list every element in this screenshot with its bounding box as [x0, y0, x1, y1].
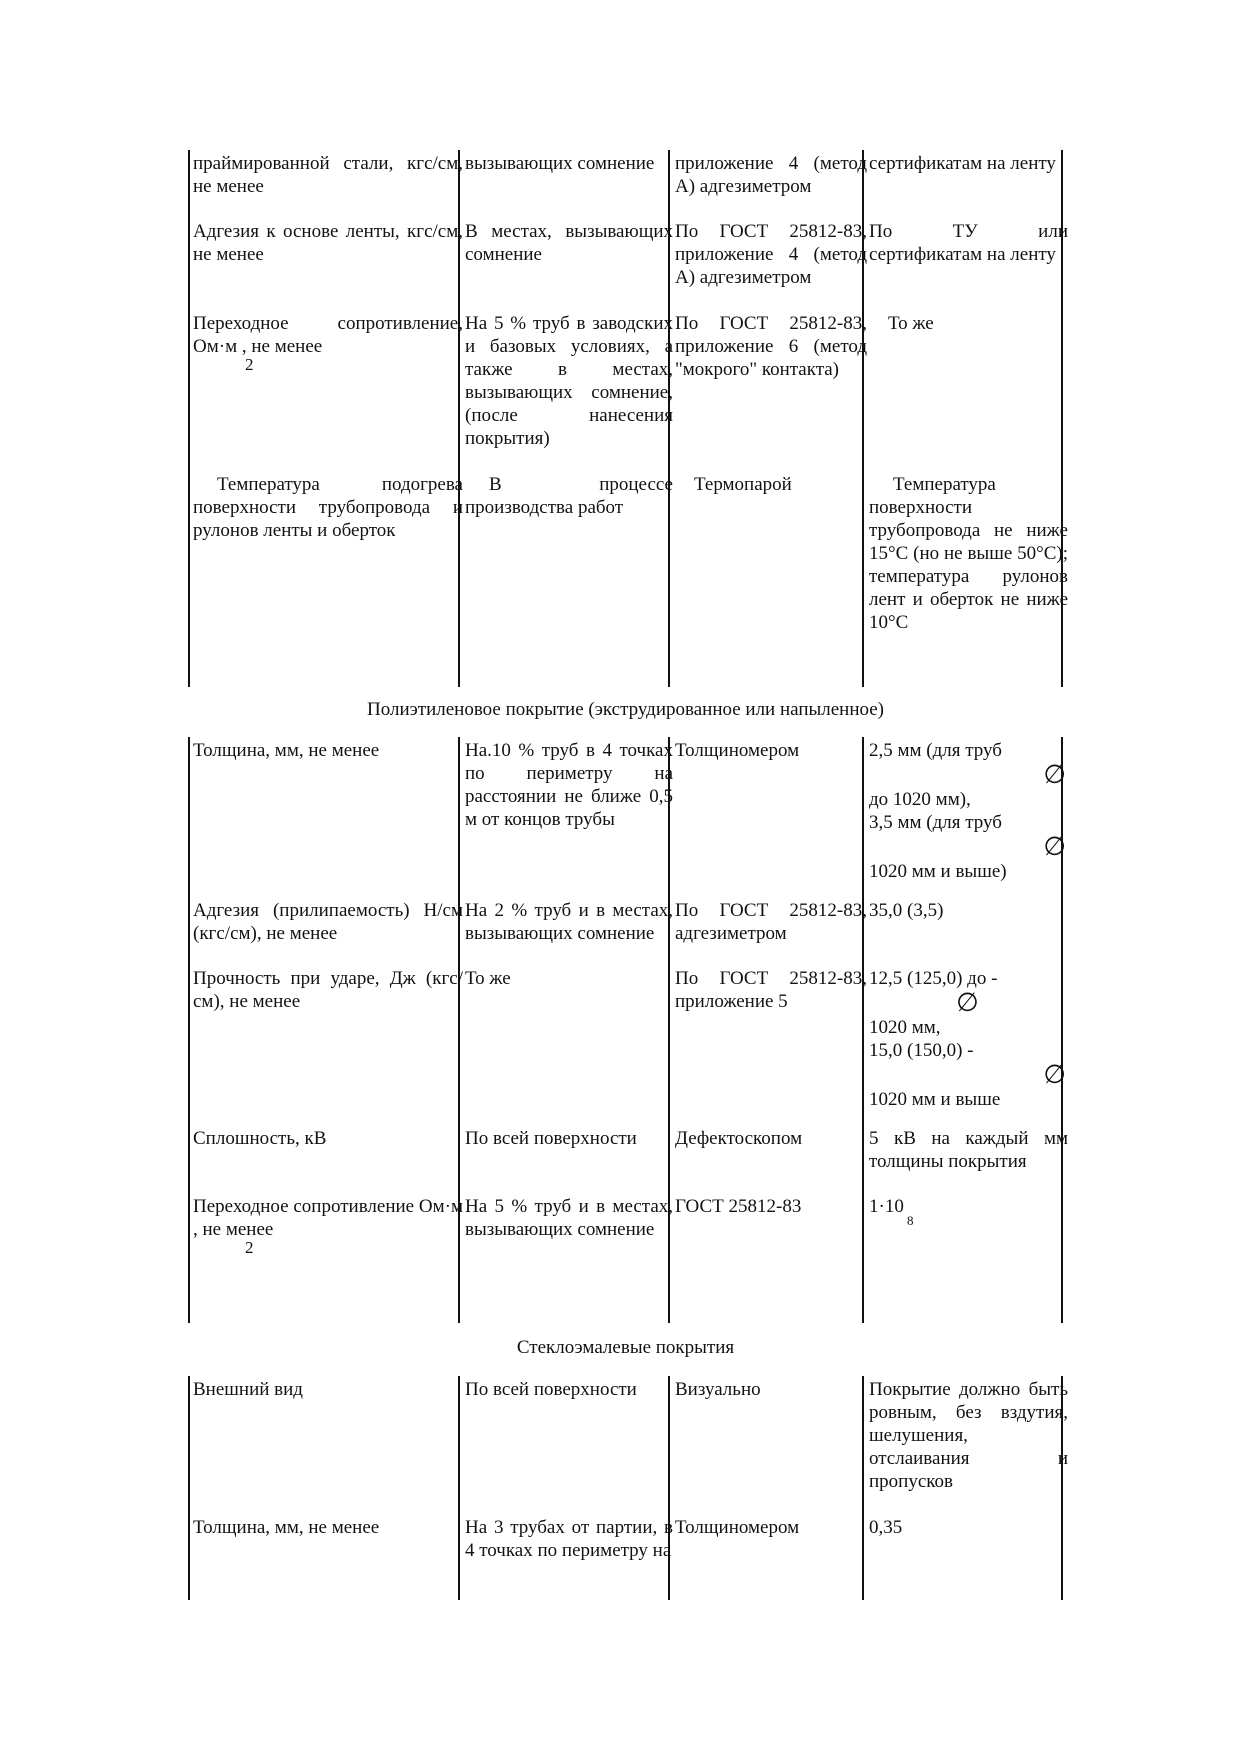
table-row: Переходное сопротивление, Ом·м , не менее 2 На 5 % труб в заводских и базовых условиях, а также в местах, вызывающих сомнение, (после нанесения покрытия) По ГОСТ 25812-83, приложение 6 (метод "мокрого" контакта) То же [193, 313, 934, 449]
table-row: Толщина, мм, не менее На 3 трубах от партии, в 4 точках по периметру на Толщиномером 0,35 [193, 1517, 903, 1561]
table-row: Внешний вид По всей поверхности Визуально Покрытие должно быть ровным, без вздутия, шелушения, отслаивания и пропусков [193, 1379, 1068, 1492]
section-heading-glass-enamel: Стеклоэмалевые покрытия [516, 1337, 735, 1358]
diameter-icon: ∅ [1043, 760, 1066, 789]
document-page [188, 150, 1068, 1600]
table-row: Сплошность, кВ По всей поверхности Дефектоскопом 5 кВ на каждый мм толщины покрытия [193, 1128, 1068, 1172]
table-row: Адгезия к основе ленты, кгс/см, не менее В местах, вызывающих сомнение По ГОСТ 25812-83, приложение 4 (метод А) адгезиметром По ТУ или сертификатам на ленту [193, 221, 1068, 288]
table-row: Переходное сопротивление Ом·м , не менее 2 На 5 % труб и в местах, вызывающих сомнение ГОСТ 25812-83 1·10 8 [193, 1196, 914, 1257]
diameter-icon: ∅ [1043, 832, 1066, 861]
section-heading-polyethylene: Полиэтиленовое покрытие (экструдированное или напыленное) [367, 699, 884, 720]
table-row: Прочность при ударе, Дж (кгс/см), не менее То же По ГОСТ 25812-83, приложение 5 12,5 (125,0) до - ∅ 1020 мм, 15,0 (150,0) - ∅ 1020 мм и выше [193, 968, 1066, 1110]
polyethylene-table [188, 737, 1068, 1323]
table-row: праймированной стали, кгс/см, не менее вызывающих сомнение приложение 4 (метод А) адгезиметром сертификатам на ленту [193, 153, 1056, 197]
table-row: Адгезия (прилипаемость) Н/см (кгс/см), не менее На 2 % труб и в местах, вызывающих сомнение По ГОСТ 25812-83, адгезиметром 35,0 (3,5) [193, 900, 944, 944]
glass-enamel-table [188, 1376, 1068, 1600]
diameter-icon: ∅ [1043, 1060, 1066, 1089]
table-row: Температура подогрева поверхности трубопровода и рулонов ленты и оберток В процессе производства работ Термопарой Температура поверхности трубопровода не ниже 15°С (но не выше 50°С); температура рулонов лент и оберток не ниже 10°С [193, 474, 1068, 633]
table-row: Толщина, мм, не менее На.10 % труб в 4 точках по периметру на расстоянии не ближе 0,5 м от концов трубы Толщиномером 2,5 мм (для труб ∅ до 1020 мм), 3,5 мм (для труб ∅ 1020 мм и выше) [193, 740, 1066, 882]
tape-coating-table [188, 150, 1068, 687]
diameter-icon: ∅ [956, 988, 979, 1017]
